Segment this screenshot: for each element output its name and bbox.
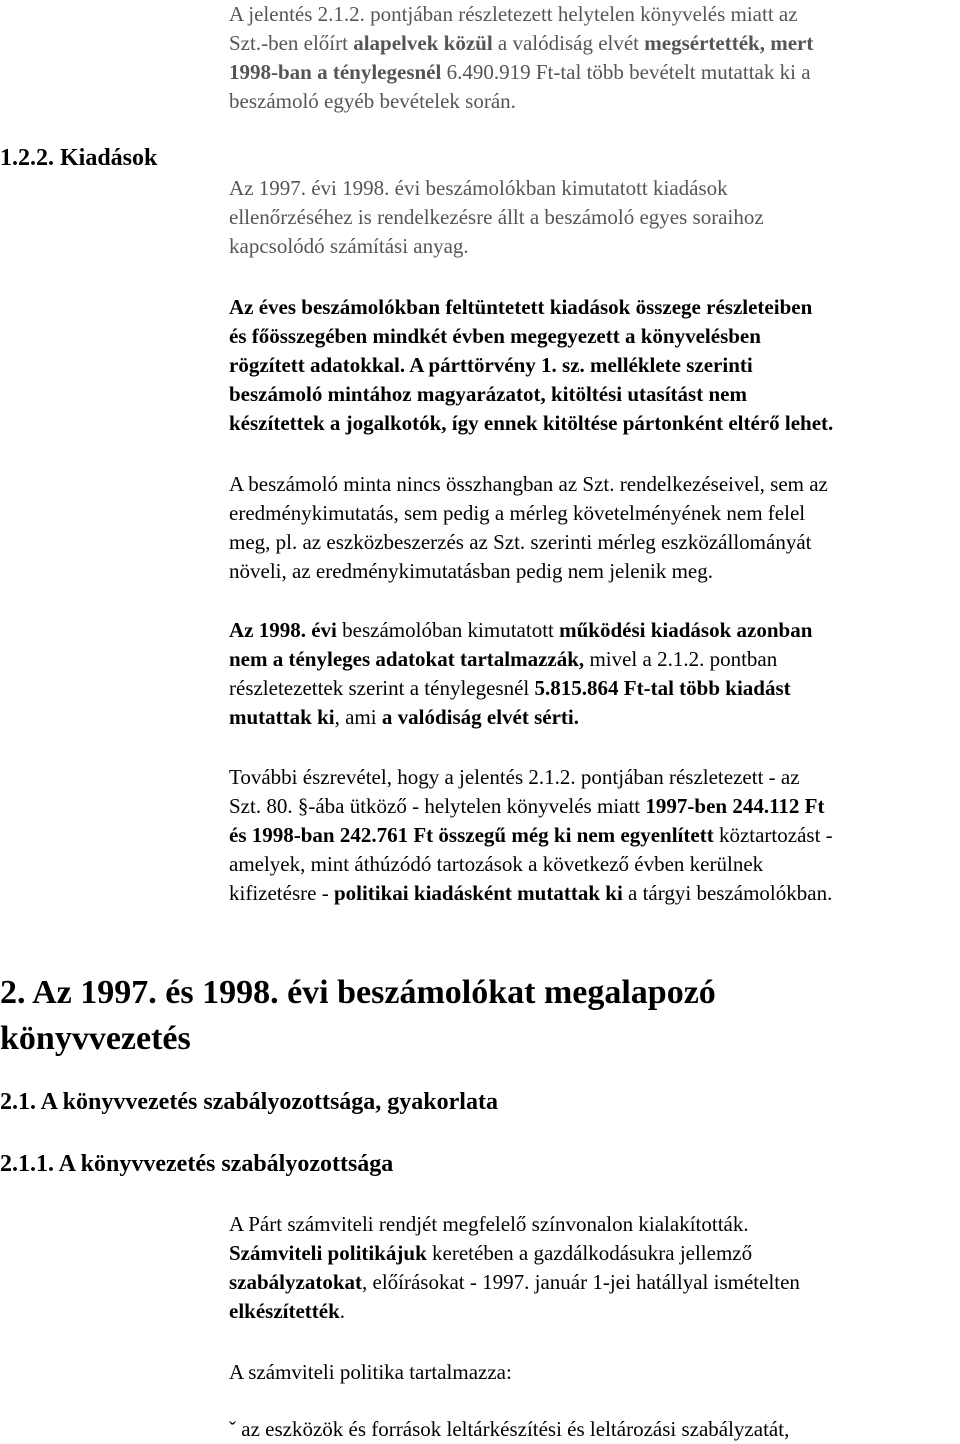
- text-line: [229, 674, 960, 703]
- bold-text-run: működési kiadások azonban: [559, 618, 813, 642]
- chapter-heading-line-2: könyvvezetés: [0, 1020, 191, 1057]
- text-line: [229, 1268, 960, 1297]
- text-line: [229, 58, 960, 87]
- bold-text-run: Az 1998. évi: [229, 618, 337, 642]
- text-run: , ami: [334, 705, 382, 729]
- chapter-heading: [0, 970, 716, 1062]
- text-line: [229, 763, 960, 792]
- text-run: kifizetésre -: [229, 881, 334, 905]
- text-run: a tárgyi beszámolókban.: [622, 881, 833, 905]
- text-run: ˇ az eszközök és források leltárkészítési és leltározási szabályzatát,: [229, 1417, 790, 1441]
- text-run: Szt.-ben előírt: [229, 31, 354, 55]
- text-line: [229, 87, 960, 116]
- subheading-regulation: 2.1.1. A könyvvezetés szabályozottsága: [0, 1151, 394, 1177]
- text-line: [229, 470, 960, 499]
- text-line: [229, 203, 960, 232]
- paragraph-accounting-order: [229, 1210, 960, 1326]
- text-run: eredménykimutatás, sem pedig a mérleg követelményének nem felel: [229, 501, 806, 525]
- bold-text-run: megsértették, mert: [644, 31, 814, 55]
- text-run: beszámoló egyéb bevételek során.: [229, 89, 516, 113]
- list-item-inventory-policy: [229, 1415, 960, 1444]
- text-run: A Párt számviteli rendjét megfelelő színvonalon kialakították.: [229, 1212, 749, 1236]
- bold-text-run: politikai kiadásként mutattak ki: [333, 881, 623, 905]
- text-run: kapcsolódó számítási anyag.: [229, 234, 469, 258]
- bold-text-run: a valódiság elvét sérti.: [381, 705, 579, 729]
- text-run: amelyek, mint áthúzódó tartozások a következő évben kerülnek: [229, 852, 764, 876]
- text-run: meg, pl. az eszközbeszerzés az Szt. szerinti mérleg eszközállományát: [229, 530, 812, 554]
- text-line: [229, 645, 960, 674]
- intro-paragraph: [229, 0, 960, 116]
- text-line: [229, 1239, 960, 1268]
- text-run: Szt. 80. §-ába ütköző - helytelen könyvelés miatt: [229, 794, 646, 818]
- text-line: [229, 879, 960, 908]
- bold-text-run: 1997-ben 244.112 Ft: [645, 794, 825, 818]
- text-line: [229, 703, 960, 732]
- bold-text-run: készítettek a jogalkotók, így ennek kitöltése pártonként eltérő lehet.: [229, 411, 834, 435]
- bold-text-run: elkészítették: [229, 1299, 340, 1323]
- text-line: [229, 1210, 960, 1239]
- paragraph-further-remark: [229, 763, 960, 908]
- bold-text-run: alapelvek közül: [353, 31, 493, 55]
- text-line: [229, 821, 960, 850]
- paragraph-template-mismatch: [229, 470, 960, 586]
- text-run: További észrevétel, hogy a jelentés 2.1.2. pontjában részletezett - az: [229, 765, 800, 789]
- bold-text-run: 1998-ban a ténylegesnél: [229, 60, 442, 84]
- text-run: keretében a gazdálkodásukra jellemző: [426, 1241, 753, 1265]
- chapter-heading-line-1: 2. Az 1997. és 1998. évi beszámolókat megalapozó: [0, 974, 716, 1011]
- subheading-regulation-practice: 2.1. A könyvvezetés szabályozottsága, gyakorlata: [0, 1089, 498, 1115]
- bold-text-run: 5.815.864 Ft-tal több kiadást: [534, 676, 791, 700]
- text-run: A jelentés 2.1.2. pontjában részletezett helytelen könyvelés miatt az: [229, 2, 798, 26]
- text-line: [229, 351, 960, 380]
- text-run: ellenőrzéséhez is rendelkezésre állt a beszámoló egyes soraihoz: [229, 205, 764, 229]
- paragraph-calculation-material: [229, 174, 960, 261]
- text-line: [229, 792, 960, 821]
- bold-text-run: rögzített adatokkal. A párttörvény 1. sz. melléklete szerinti: [229, 353, 753, 377]
- text-line: [229, 1415, 960, 1444]
- text-line: [229, 616, 960, 645]
- paragraph-operating-expenses: [229, 616, 960, 732]
- text-run: növeli, az eredménykimutatásban pedig nem jelenik meg.: [229, 559, 714, 583]
- text-run: beszámolóban kimutatott: [336, 618, 560, 642]
- bold-text-run: mutattak ki: [229, 705, 335, 729]
- text-line: [229, 409, 960, 438]
- bold-text-run: szabályzatokat: [229, 1270, 362, 1294]
- bold-text-run: és 1998-ban 242.761 Ft összegű még ki nem egyenlített: [229, 823, 714, 847]
- text-run: részletezettek szerint a ténylegesnél: [229, 676, 535, 700]
- bold-text-run: és főösszegében mindkét évben megegyezett a könyvelésben: [229, 324, 761, 348]
- bold-text-run: Az éves beszámolókban feltüntetett kiadások összege részleteiben: [229, 295, 813, 319]
- text-line: [229, 1358, 960, 1387]
- text-run: köztartozást -: [713, 823, 833, 847]
- paragraph-expense-totals: [229, 293, 960, 438]
- text-line: [229, 557, 960, 586]
- text-line: [229, 29, 960, 58]
- text-run: mivel a 2.1.2. pontban: [584, 647, 778, 671]
- text-run: Az 1997. évi 1998. évi beszámolókban kimutatott kiadások: [229, 176, 728, 200]
- text-line: [229, 380, 960, 409]
- text-line: [229, 850, 960, 879]
- text-run: 6.490.919 Ft-tal több bevételt mutattak ki a: [441, 60, 811, 84]
- text-line: [229, 174, 960, 203]
- paragraph-policy-contains: [229, 1358, 960, 1387]
- text-run: A számviteli politika tartalmazza:: [229, 1360, 512, 1384]
- section-heading-kiadasok: 1.2.2. Kiadások: [0, 145, 158, 171]
- text-run: .: [339, 1299, 346, 1323]
- bold-text-run: beszámoló mintához magyarázatot, kitöltési utasítást nem: [229, 382, 747, 406]
- text-line: [229, 232, 960, 261]
- text-run: A beszámoló minta nincs összhangban az Szt. rendelkezéseivel, sem az: [229, 472, 828, 496]
- text-line: [229, 1297, 960, 1326]
- text-line: [229, 293, 960, 322]
- text-line: [229, 0, 960, 29]
- text-line: [229, 528, 960, 557]
- bold-text-run: nem a tényleges adatokat tartalmazzák,: [229, 647, 585, 671]
- text-line: [229, 322, 960, 351]
- text-run: , előírásokat - 1997. január 1-jei hatállyal ismételten: [362, 1270, 800, 1294]
- text-line: [229, 499, 960, 528]
- bold-text-run: Számviteli politikájuk: [229, 1241, 427, 1265]
- text-run: a valódiság elvét: [492, 31, 645, 55]
